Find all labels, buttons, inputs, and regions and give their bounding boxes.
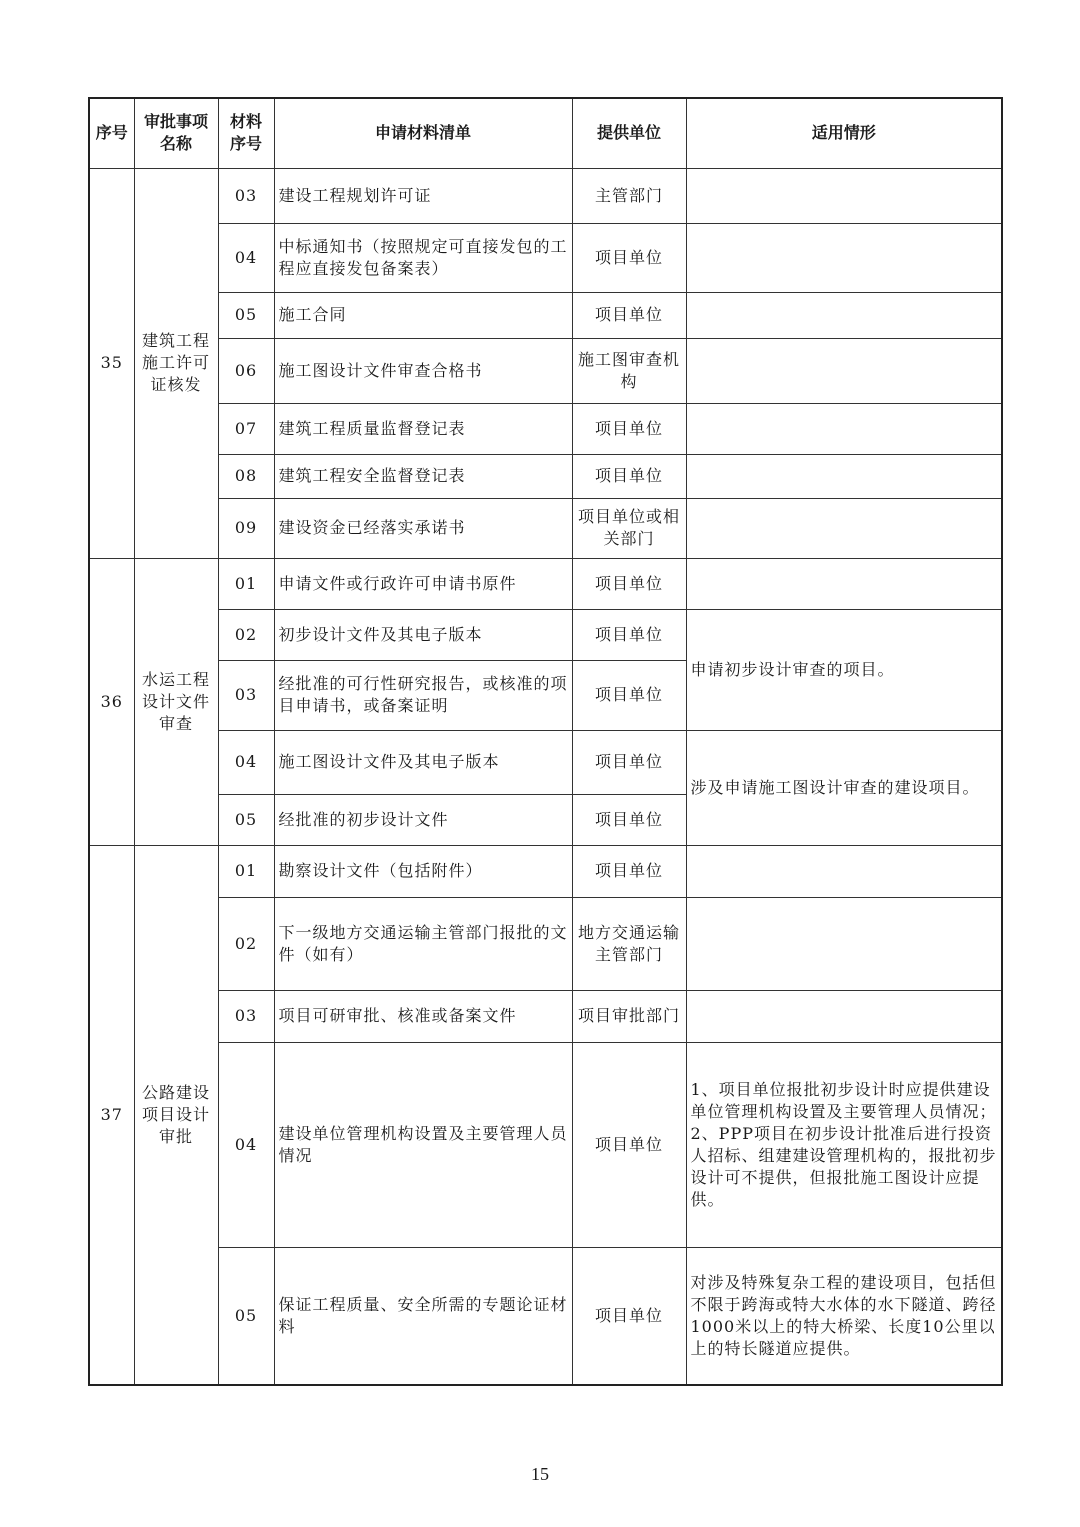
table-row bbox=[89, 223, 1002, 292]
situation bbox=[686, 403, 1002, 454]
provider: 项目单位 bbox=[572, 1247, 686, 1385]
header-situation: 适用情形 bbox=[686, 98, 1002, 168]
material-no: 08 bbox=[218, 454, 274, 498]
provider: 主管部门 bbox=[572, 168, 686, 223]
table-row bbox=[89, 730, 1002, 794]
situation bbox=[686, 897, 1002, 990]
header-material-no: 材料序号 bbox=[218, 98, 274, 168]
material-no: 05 bbox=[218, 1247, 274, 1385]
material-name: 初步设计文件及其电子版本 bbox=[274, 609, 572, 660]
table-row bbox=[89, 558, 1002, 609]
provider: 项目单位 bbox=[572, 845, 686, 897]
situation bbox=[686, 292, 1002, 338]
situation bbox=[686, 990, 1002, 1042]
header-provider: 提供单位 bbox=[572, 98, 686, 168]
material-name: 申请文件或行政许可申请书原件 bbox=[274, 558, 572, 609]
table-row bbox=[89, 498, 1002, 558]
situation bbox=[686, 498, 1002, 558]
material-no: 04 bbox=[218, 730, 274, 794]
situation: 对涉及特殊复杂工程的建设项目，包括但不限于跨海或特大水体的水下隧道、跨径1000米以上的特大桥梁、长度10公里以上的特长隧道应提供。 bbox=[686, 1247, 1002, 1385]
table-row bbox=[89, 292, 1002, 338]
material-no: 02 bbox=[218, 897, 274, 990]
situation: 申请初步设计审查的项目。 bbox=[686, 609, 1002, 730]
material-no: 06 bbox=[218, 338, 274, 403]
table-row bbox=[89, 990, 1002, 1042]
situation bbox=[686, 168, 1002, 223]
material-no: 03 bbox=[218, 168, 274, 223]
material-name: 建筑工程安全监督登记表 bbox=[274, 454, 572, 498]
material-name: 建设单位管理机构设置及主要管理人员情况 bbox=[274, 1042, 572, 1247]
material-name: 施工图设计文件及其电子版本 bbox=[274, 730, 572, 794]
provider: 项目单位 bbox=[572, 794, 686, 845]
table-header-row bbox=[89, 98, 1002, 168]
material-name: 下一级地方交通运输主管部门报批的文件（如有） bbox=[274, 897, 572, 990]
material-no: 03 bbox=[218, 660, 274, 730]
material-no: 05 bbox=[218, 292, 274, 338]
document-page bbox=[88, 97, 1001, 1386]
material-name: 经批准的可行性研究报告，或核准的项目申请书，或备案证明 bbox=[274, 660, 572, 730]
material-no: 04 bbox=[218, 223, 274, 292]
provider: 项目单位 bbox=[572, 558, 686, 609]
material-name: 建设工程规划许可证 bbox=[274, 168, 572, 223]
situation bbox=[686, 223, 1002, 292]
material-name: 建设资金已经落实承诺书 bbox=[274, 498, 572, 558]
material-no: 09 bbox=[218, 498, 274, 558]
provider: 项目单位或相关部门 bbox=[572, 498, 686, 558]
provider: 项目单位 bbox=[572, 292, 686, 338]
header-material-list: 申请材料清单 bbox=[274, 98, 572, 168]
provider: 项目单位 bbox=[572, 730, 686, 794]
table-row bbox=[89, 168, 1002, 223]
situation bbox=[686, 558, 1002, 609]
page-number: 15 bbox=[531, 1464, 549, 1484]
situation: 涉及申请施工图设计审查的建设项目。 bbox=[686, 730, 1002, 845]
table-row bbox=[89, 1247, 1002, 1385]
table-row bbox=[89, 403, 1002, 454]
provider: 项目单位 bbox=[572, 454, 686, 498]
table-row bbox=[89, 1042, 1002, 1247]
material-name: 建筑工程质量监督登记表 bbox=[274, 403, 572, 454]
material-no: 01 bbox=[218, 558, 274, 609]
provider: 地方交通运输主管部门 bbox=[572, 897, 686, 990]
header-seq: 序号 bbox=[89, 98, 134, 168]
material-no: 01 bbox=[218, 845, 274, 897]
provider: 施工图审查机构 bbox=[572, 338, 686, 403]
material-name: 保证工程质量、安全所需的专题论证材料 bbox=[274, 1247, 572, 1385]
group-name: 水运工程设计文件审查 bbox=[134, 558, 218, 845]
situation: 1、项目单位报批初步设计时应提供建设单位管理机构设置及主要管理人员情况； 2、PPP项目在初步设计批准后进行投资人招标、组建建设管理机构的，报批初步设计可不提供，但报批施工图设计应提供。 bbox=[686, 1042, 1002, 1247]
table-row bbox=[89, 845, 1002, 897]
material-no: 03 bbox=[218, 990, 274, 1042]
table-row bbox=[89, 338, 1002, 403]
material-name: 施工合同 bbox=[274, 292, 572, 338]
materials-table bbox=[88, 97, 1003, 1386]
group-name: 公路建设项目设计审批 bbox=[134, 845, 218, 1385]
table-row bbox=[89, 454, 1002, 498]
provider: 项目单位 bbox=[572, 660, 686, 730]
provider: 项目单位 bbox=[572, 1042, 686, 1247]
material-name: 施工图设计文件审查合格书 bbox=[274, 338, 572, 403]
situation bbox=[686, 454, 1002, 498]
material-name: 中标通知书（按照规定可直接发包的工程应直接发包备案表） bbox=[274, 223, 572, 292]
material-no: 07 bbox=[218, 403, 274, 454]
material-no: 02 bbox=[218, 609, 274, 660]
provider: 项目单位 bbox=[572, 223, 686, 292]
group-seq: 36 bbox=[89, 558, 134, 845]
situation bbox=[686, 338, 1002, 403]
group-seq: 35 bbox=[89, 168, 134, 558]
group-name: 建筑工程施工许可证核发 bbox=[134, 168, 218, 558]
provider: 项目审批部门 bbox=[572, 990, 686, 1042]
group-seq: 37 bbox=[89, 845, 134, 1385]
material-name: 经批准的初步设计文件 bbox=[274, 794, 572, 845]
material-name: 项目可研审批、核准或备案文件 bbox=[274, 990, 572, 1042]
header-item-name: 审批事项名称 bbox=[134, 98, 218, 168]
table-row bbox=[89, 897, 1002, 990]
material-name: 勘察设计文件（包括附件） bbox=[274, 845, 572, 897]
provider: 项目单位 bbox=[572, 403, 686, 454]
provider: 项目单位 bbox=[572, 609, 686, 660]
material-no: 05 bbox=[218, 794, 274, 845]
table-row bbox=[89, 609, 1002, 660]
material-no: 04 bbox=[218, 1042, 274, 1247]
situation bbox=[686, 845, 1002, 897]
